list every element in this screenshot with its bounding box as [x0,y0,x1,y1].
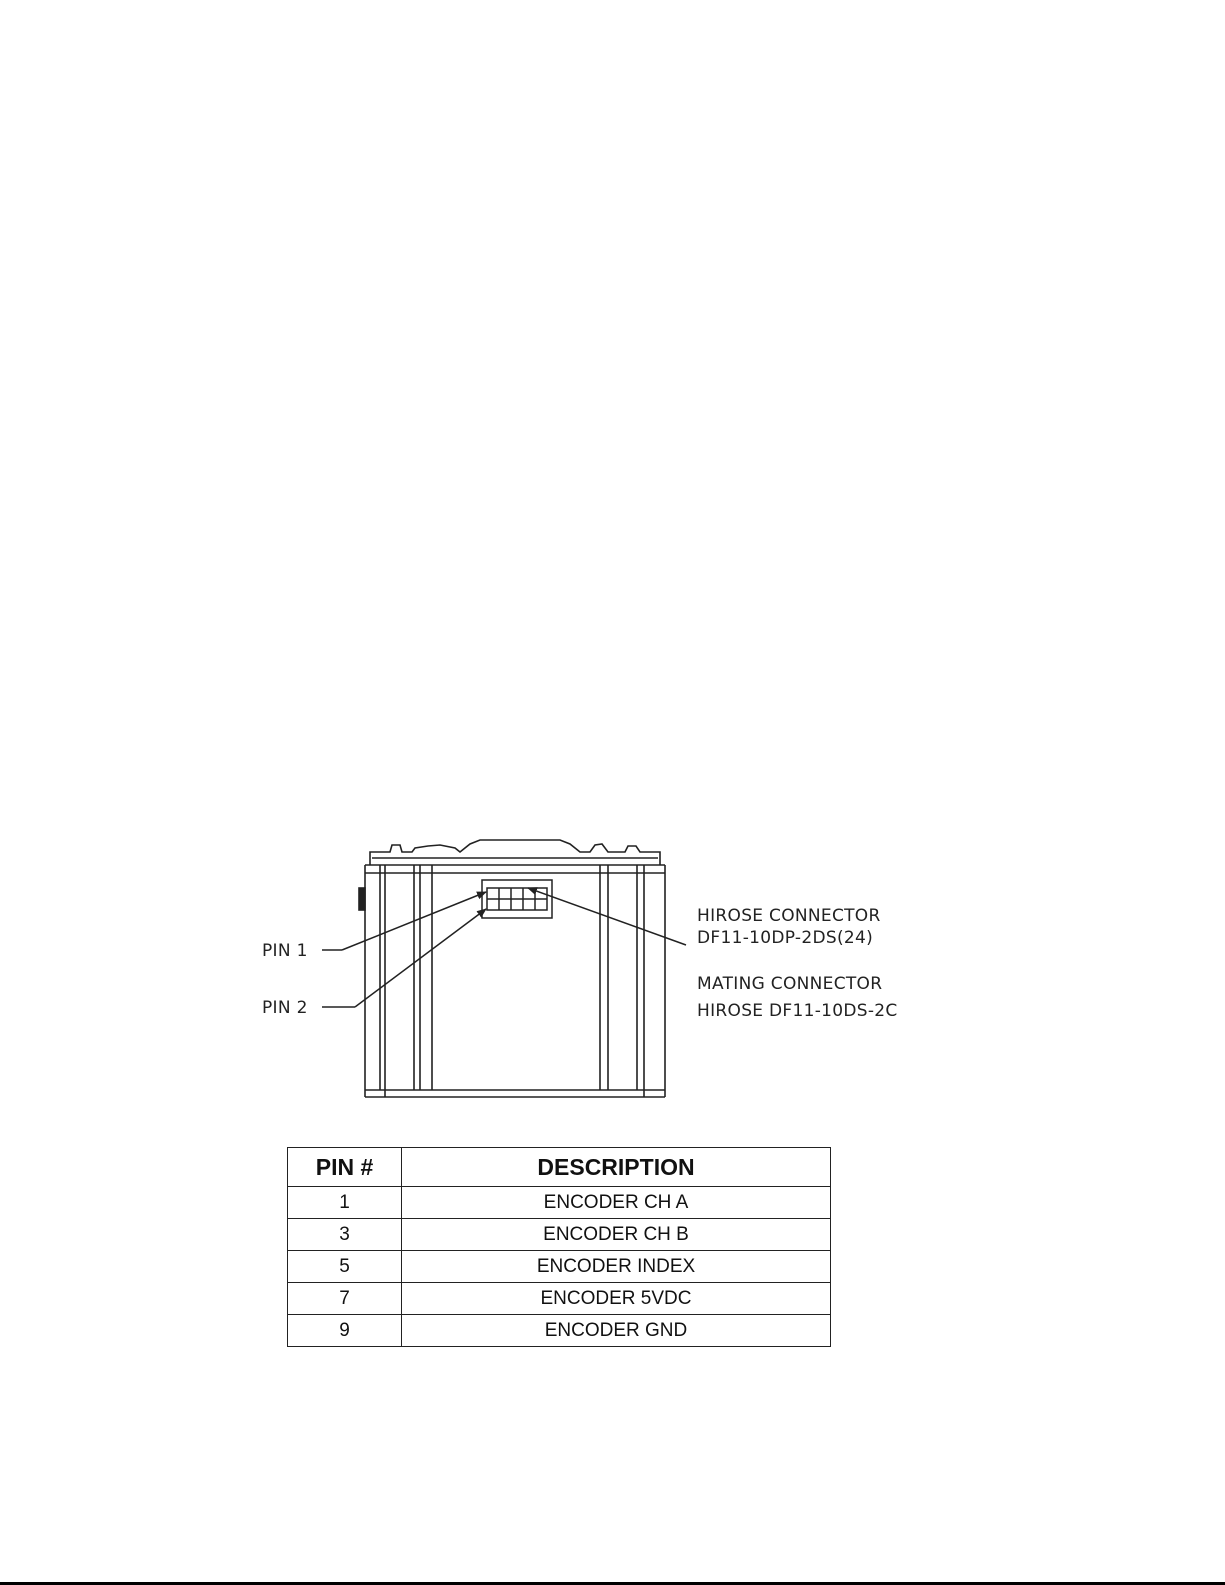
pin-cell: 5 [288,1251,402,1283]
table-row [288,1187,831,1219]
table-row [288,1283,831,1315]
pin-cell: 1 [288,1187,402,1219]
device-housing [359,840,665,1097]
table-header-row [288,1148,831,1187]
pin-cell: 7 [288,1283,402,1315]
pin1-leader [322,892,486,950]
description-cell: ENCODER CH B [402,1219,831,1251]
pin-description-table [287,1147,831,1347]
table-row [288,1251,831,1283]
connector-label-line2: DF11-10DP-2DS(24) [697,928,874,948]
pin-cell: 9 [288,1315,402,1347]
pin2-label: PIN 2 [262,998,308,1018]
description-cell: ENCODER INDEX [402,1251,831,1283]
table-row [288,1315,831,1347]
pin-column-header: PIN # [288,1148,402,1187]
table-row [288,1219,831,1251]
description-cell: ENCODER CH A [402,1187,831,1219]
connector-label-line1: HIROSE CONNECTOR [697,906,881,926]
mating-label-line1: MATING CONNECTOR [697,974,883,994]
description-cell: ENCODER 5VDC [402,1283,831,1315]
mating-label-line2: HIROSE DF11-10DS-2C [697,1001,898,1021]
pin-cell: 3 [288,1219,402,1251]
description-cell: ENCODER GND [402,1315,831,1347]
pin2-leader [322,909,486,1007]
description-column-header: DESCRIPTION [402,1148,831,1187]
pin1-label: PIN 1 [262,941,308,961]
hirose-connector-icon [482,880,552,918]
